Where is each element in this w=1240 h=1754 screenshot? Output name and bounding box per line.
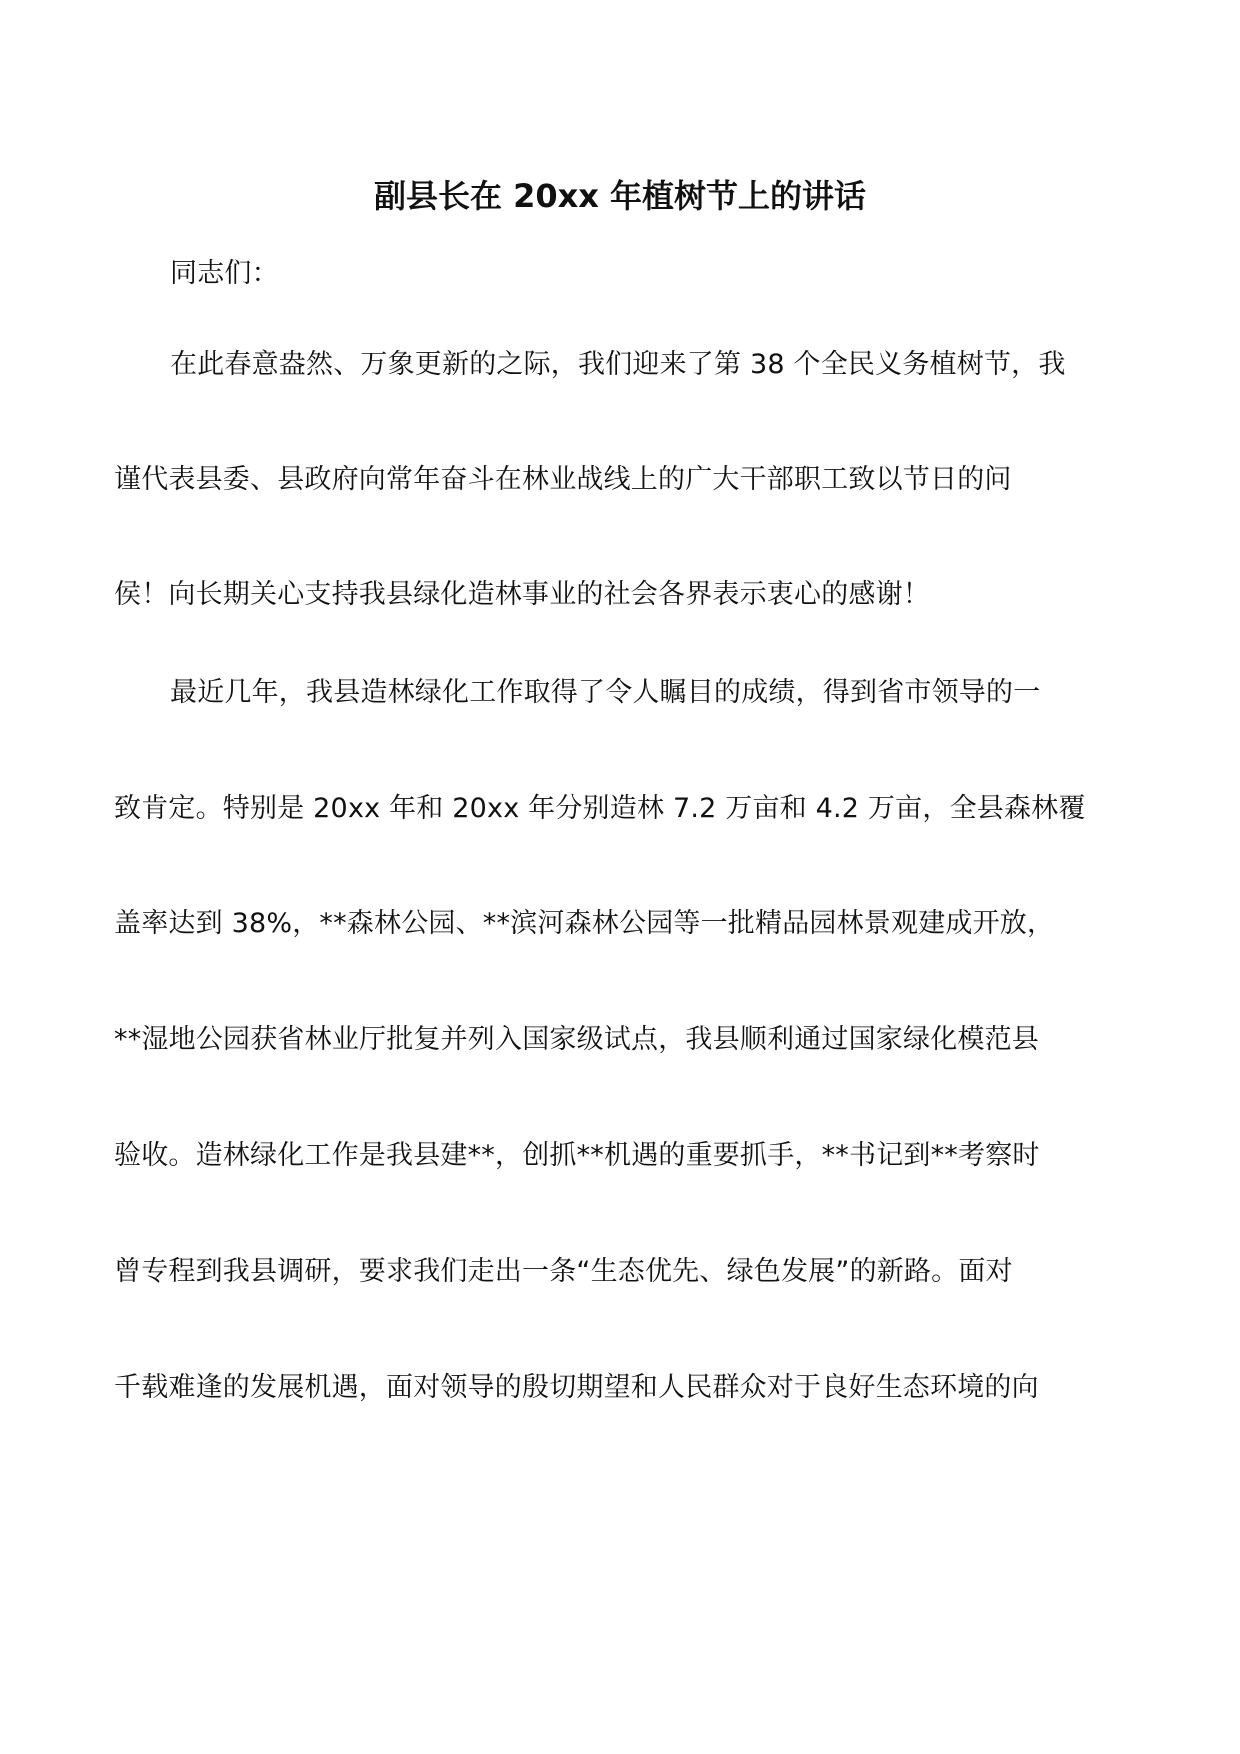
paragraph-1-line-2: 谨代表县委、县政府向常年奋斗在林业战线上的广大干部职工致以节日的问 bbox=[114, 464, 1012, 495]
paragraph-2-line-2: 致肯定。特别是 20xx 年和 20xx 年分别造林 7.2 万亩和 4.2 万亩，全县森林覆 bbox=[114, 793, 1086, 824]
paragraph-2-line-4: **湿地公园获省林业厅批复并列入国家级试点，我县顺利通过国家绿化模范县 bbox=[114, 1024, 1039, 1055]
paragraph-1-line-3: 侯！向长期关心支持我县绿化造林事业的社会各界表示衷心的感谢！ bbox=[114, 579, 930, 610]
paragraph-2-line-3: 盖率达到 38%，**森林公园、**滨河森林公园等一批精品园林景观建成开放， bbox=[114, 908, 1055, 939]
salutation-line: 同志们： bbox=[170, 258, 279, 289]
paragraph-2-line-1: 最近几年，我县造林绿化工作取得了令人瞩目的成绩，得到省市领导的一 bbox=[170, 677, 1041, 708]
document-title: 副县长在 20xx 年植树节上的讲话 bbox=[373, 177, 867, 215]
paragraph-2-line-7: 千载难逢的发展机遇，面对领导的殷切期望和人民群众对于良好生态环境的向 bbox=[114, 1372, 1039, 1403]
paragraph-2-line-5: 验收。造林绿化工作是我县建**，创抓**机遇的重要抓手，**书记到**考察时 bbox=[114, 1140, 1040, 1171]
paragraph-1-line-1: 在此春意盎然、万象更新的之际，我们迎来了第 38 个全民义务植树节，我 bbox=[170, 349, 1066, 380]
paragraph-2-line-6: 曾专程到我县调研，要求我们走出一条“生态优先、绿色发展”的新路。面对 bbox=[114, 1256, 1013, 1287]
